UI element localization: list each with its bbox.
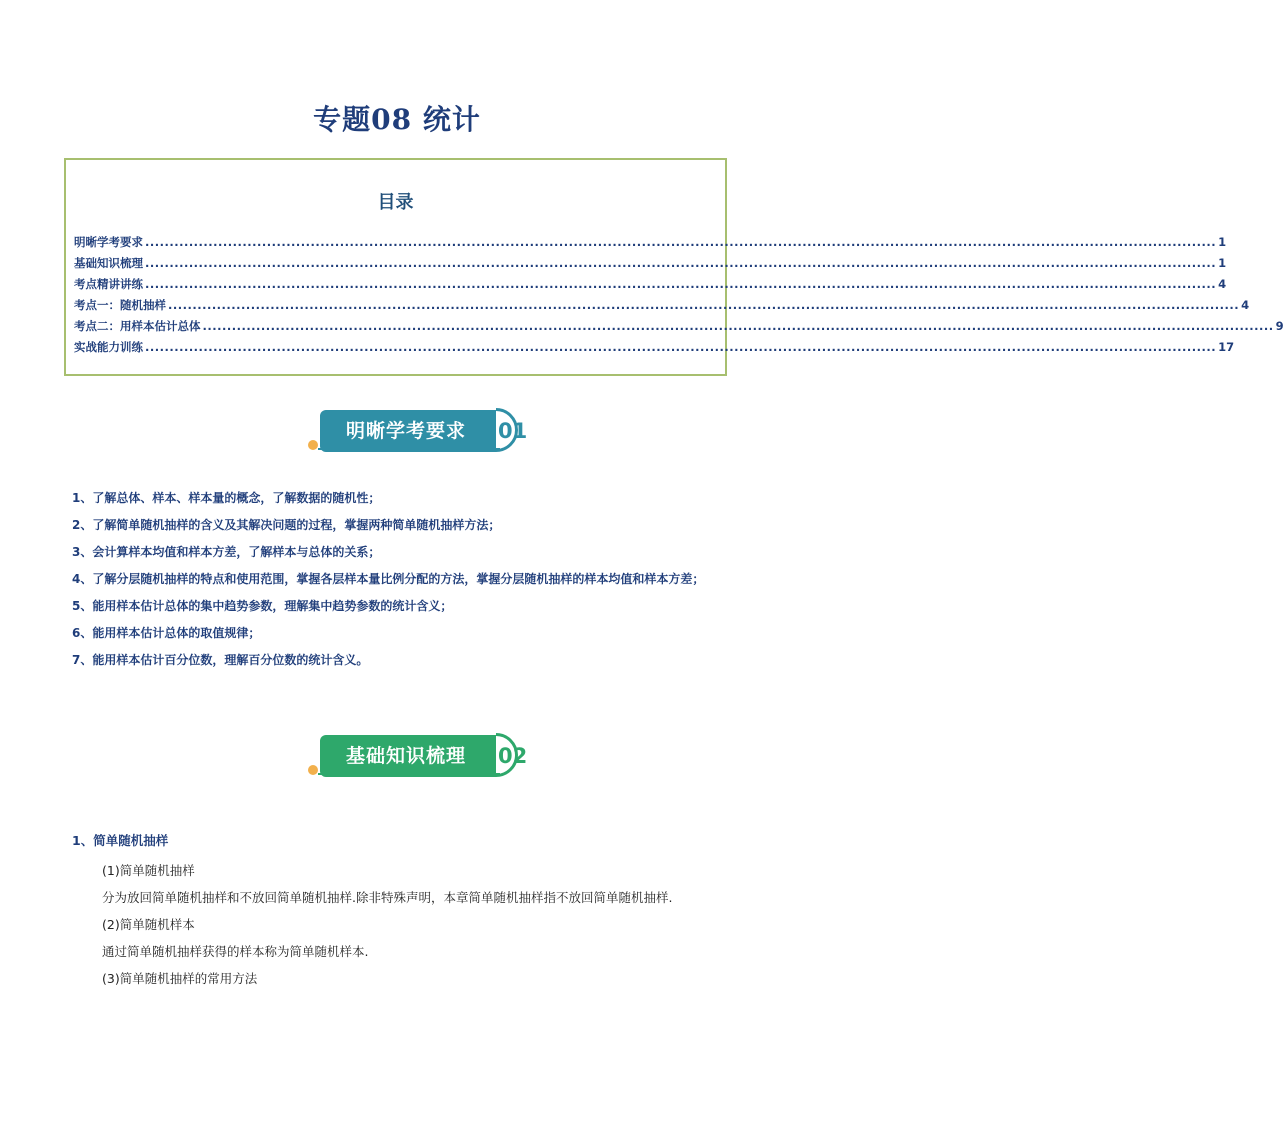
requirement-item: 2、了解简单随机抽样的含义及其解决问题的过程，掌握两种简单随机抽样方法； xyxy=(72,518,501,532)
requirement-item: 4、了解分层随机抽样的特点和使用范围，掌握各层样本量比例分配的方法，掌握分层随机抽样的样本均值和样本方差； xyxy=(72,572,705,586)
paragraph: 分为放回简单随机抽样和不放回简单随机抽样.除非特殊声明，本章简单随机抽样指不放回简单随机抽样. xyxy=(102,890,673,905)
section-banner-knowledge xyxy=(308,729,538,789)
toc-entry[interactable] xyxy=(74,232,1227,253)
banner-dot xyxy=(308,765,318,775)
banner-underline xyxy=(318,773,500,775)
toc-leader-dots: ............................................................................................................................................................................................................................ xyxy=(168,298,1240,312)
knowledge-section xyxy=(72,830,732,992)
sub-heading: (1)简单随机抽样 xyxy=(102,863,195,878)
toc-leader-dots: ............................................................................................................................................................................................................................ xyxy=(145,340,1217,354)
toc-entry[interactable] xyxy=(74,337,1235,358)
toc-leader-dots: ............................................................................................................................................................................................................................ xyxy=(145,256,1217,270)
requirement-item: 1、了解总体、样本、样本量的概念，了解数据的随机性； xyxy=(72,491,381,505)
toc-entry-page: 4 xyxy=(1218,277,1227,291)
requirement-item: 6、能用样本估计总体的取值规律； xyxy=(72,626,261,640)
requirement-item: 7、能用样本估计百分位数，理解百分位数的统计含义。 xyxy=(72,653,369,667)
toc-entry-text: 明晰学考要求 xyxy=(74,235,143,249)
toc-entry-page: 1 xyxy=(1218,256,1227,270)
toc-entry[interactable] xyxy=(74,274,1227,295)
toc-entry-text: 基础知识梳理 xyxy=(74,256,143,270)
toc-leader-dots: ............................................................................................................................................................................................................................ xyxy=(145,235,1217,249)
toc-entry-text: 实战能力训练 xyxy=(74,340,143,354)
toc-entry-page: 1 xyxy=(1218,235,1227,249)
paragraph: 通过简单随机抽样获得的样本称为简单随机样本. xyxy=(102,944,369,959)
table-of-contents xyxy=(64,158,1284,376)
banner-dot xyxy=(308,440,318,450)
toc-entry-page: 4 xyxy=(1241,298,1250,312)
toc-entry[interactable] xyxy=(74,295,1250,316)
toc-entry[interactable] xyxy=(74,253,1227,274)
banner-label: 基础知识梳理 xyxy=(345,745,466,767)
toc-entry[interactable] xyxy=(74,316,1284,337)
page-title: 专题08 统计 xyxy=(313,103,481,136)
banner-number: 02 xyxy=(498,744,528,768)
banner-label: 明晰学考要求 xyxy=(345,420,466,442)
sub-heading: (3)简单随机抽样的常用方法 xyxy=(102,971,258,986)
banner-underline xyxy=(318,448,500,450)
toc-list xyxy=(74,232,1284,358)
requirement-item: 5、能用样本估计总体的集中趋势参数，理解集中趋势参数的统计含义； xyxy=(72,599,453,613)
banner-number: 01 xyxy=(498,419,528,443)
sub-heading: (2)简单随机样本 xyxy=(102,917,195,932)
toc-entry-page: 9 xyxy=(1275,319,1284,333)
requirements-list xyxy=(72,485,732,674)
toc-entry-text: 考点一：随机抽样 xyxy=(74,298,166,312)
toc-entry-page: 17 xyxy=(1218,340,1235,354)
toc-leader-dots: ............................................................................................................................................................................................................................ xyxy=(145,277,1217,291)
subsection-heading: 1、简单随机抽样 xyxy=(72,833,169,848)
toc-heading: 目录 xyxy=(377,192,414,213)
toc-leader-dots: ............................................................................................................................................................................................................................ xyxy=(202,319,1274,333)
requirement-item: 3、会计算样本均值和样本方差，了解样本与总体的关系； xyxy=(72,545,381,559)
section-banner-requirements xyxy=(308,404,538,464)
toc-entry-text: 考点精讲讲练 xyxy=(74,277,143,291)
toc-entry-text: 考点二：用样本估计总体 xyxy=(74,319,201,333)
